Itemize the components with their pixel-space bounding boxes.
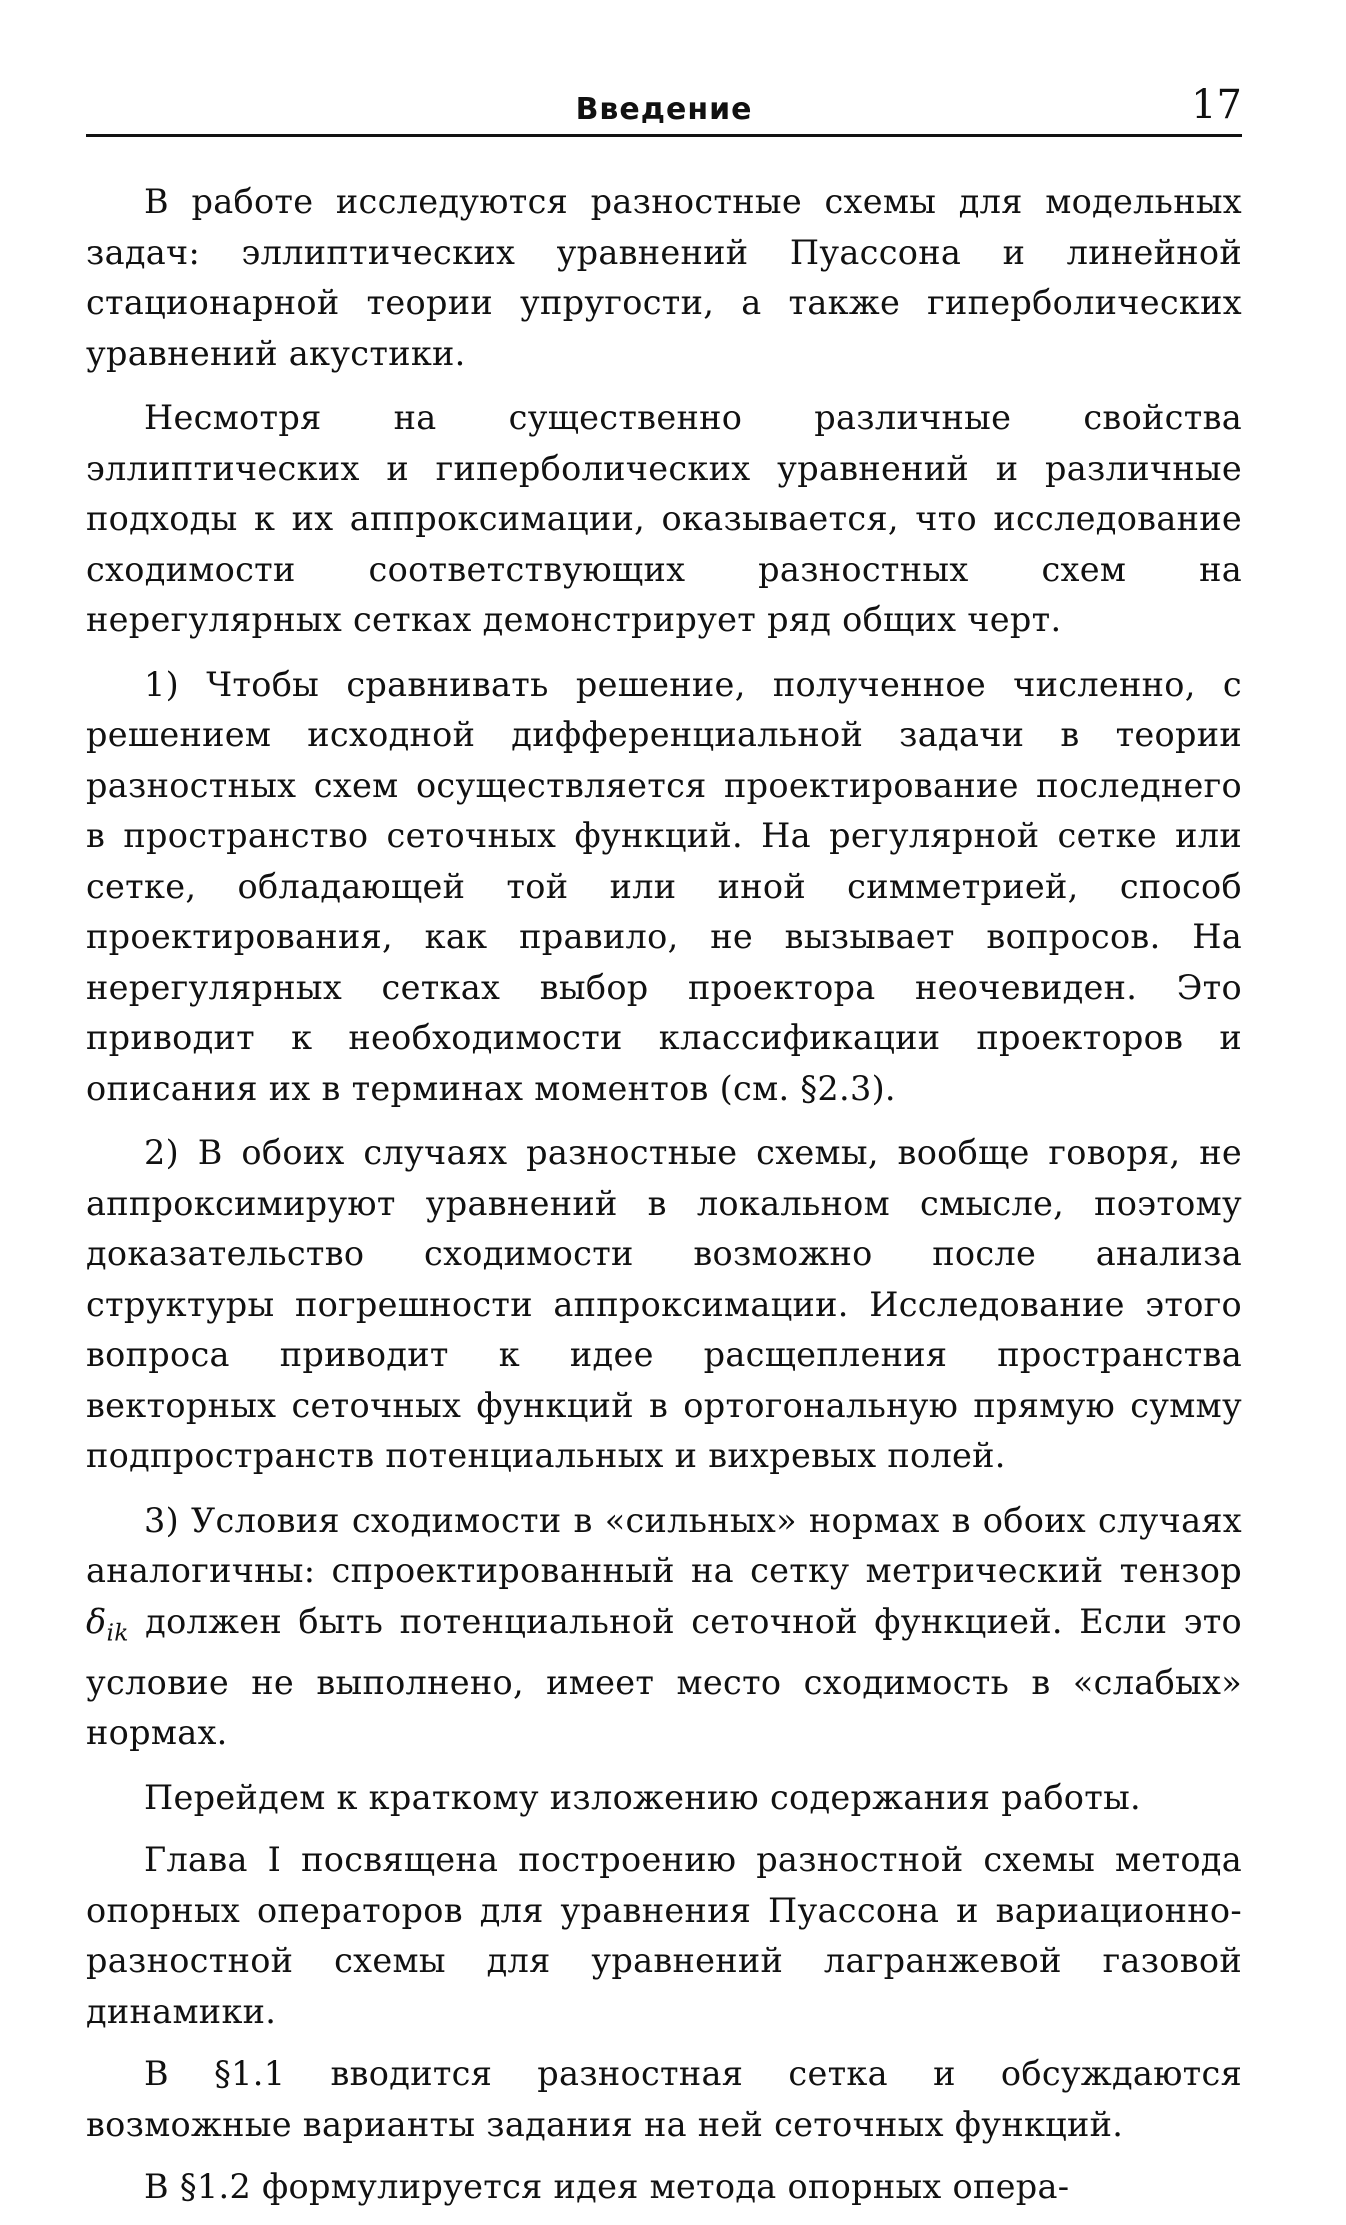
paragraph-chapter-1: Глава I посвящена построению разностной схемы метода опорных операторов для уравнения Пуассона и вариационно-разностной схемы для уравнений лагранжевой газовой динамики. [86, 1840, 1242, 2031]
body-text [86, 177, 1242, 2213]
paragraph-section-1-2: В §1.2 формулируется идея метода опорных опера- [144, 2167, 1070, 2207]
book-page [86, 78, 1242, 2225]
chapter-title: Введение [575, 92, 753, 127]
running-header [86, 78, 1242, 137]
paragraph-intro: В работе исследуются разностные схемы для модельных задач: эллиптических уравнений Пуассона и линейной стационарной теории упругости, а также гиперболических уравнений акустики. [86, 182, 1242, 373]
metric-tensor-subscript: ik [106, 1618, 129, 1647]
metric-tensor-symbol [86, 1601, 129, 1647]
paragraph-point-3 [86, 1496, 1242, 1759]
paragraph-point-3-start: 3) Условия сходимости в «сильных» нормах в обоих случаях аналогичны: спроектированный на сетку метрический тензор [86, 1500, 1242, 1590]
paragraph-point-2: 2) В обоих случаях разностные схемы, вообще говоря, не аппроксимируют уравнений в локальном смысле, поэтому доказательство сходимости возможно после анализа структуры погрешности аппроксимации. Исследование этого вопроса приводит к идее расщепления пространства векторных сеточных функций в ортогональную прямую сумму подпространств потенциальных и вихревых полей. [86, 1133, 1242, 1475]
paragraph-point-3-end: должен быть потенциальной сеточной функцией. Если это условие не выполнено, имеет место сходимость в «слабых» нормах. [86, 1601, 1242, 1753]
paragraph-summary-intro: Перейдем к краткому изложению содержания работы. [144, 1777, 1142, 1817]
page-number: 17 [1191, 82, 1242, 128]
paragraph-common-features: Несмотря на существенно различные свойства эллиптических и гиперболических уравнений и различные подходы к их аппроксимации, оказывается, что исследование сходимости соответствующих разностных схем на нерегулярных сетках демонстрирует ряд общих черт. [86, 398, 1242, 639]
paragraph-point-1: 1) Чтобы сравнивать решение, полученное численно, с решением исходной дифференциальной задачи в теории разностных схем осуществляется проектирование последнего в пространство сеточных функций. На регулярной сетке или сетке, обладающей той или иной симметрией, способ проектирования, как правило, не вызывает вопросов. На нерегулярных сетках выбор проектора неочевиден. Это приводит к необходимости классификации проекторов и описания их в терминах моментов (см. §2.3). [86, 664, 1242, 1108]
paragraph-section-1-1: В §1.1 вводится разностная сетка и обсуждаются возможные варианты задания на ней сеточных функций. [86, 2054, 1242, 2144]
metric-tensor-letter: δ [86, 1601, 107, 1641]
